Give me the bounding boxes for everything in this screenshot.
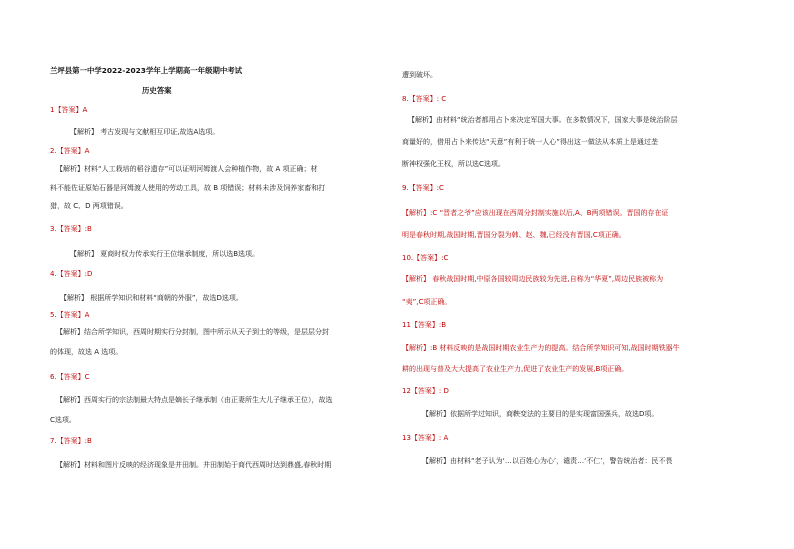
answer-line: 6.【答案】C [50,373,90,381]
explanation-continuation: 遭到破坏。 [402,71,437,79]
explanation-continuation: 明是春秋时期,战国时期,晋国分裂为韩、赵、魏,已经没有晋国,C项正确。 [402,231,626,239]
explanation-continuation: 耕的出现与普及大大提高了农业生产力,促进了农业生产的发展,B项正确。 [402,365,629,373]
explanation-line: 【解析】:C “晋者之爷”应该出现在西周分封制实施以后,A、B两项错误。晋国的存在证 [402,209,669,217]
answer-line: 7.【答案】:B [50,437,92,445]
explanation-continuation: C选项。 [50,416,76,424]
answer-line: 9.【答案】:C [402,184,444,192]
explanation-line: 【解析】:B 材料反映的是战国时期农业生产力的提高。结合所学知识可知,战国时期铁器牛 [402,344,680,352]
explanation-continuation: 猎，故 C、D 两项错误。 [50,202,128,210]
explanation-line: 【解析】 考古发现与文献相互印证,故选A选项。 [70,128,220,136]
explanation-line: 【解析】 根据所学知识和材料“商朝的外服”，故选D选项。 [60,294,243,302]
explanation-line: 【解析】由材料“老子认为‘…以百姓心为心’，谴责…‘不仁’，警告统治者：民不畏 [422,457,673,465]
explanation-line: 【解析】由材料“统治者都用占卜来决定军国大事。在多数情况下，国家大事是统治阶层 [408,116,678,124]
answer-line: 8.【答案】: C [402,95,447,103]
document-title: 兰坪县第一中学2022-2023学年上学期高一年级期中考试 [50,66,243,75]
answer-line: 11【答案】:B [402,321,447,329]
answer-line: 12【答案】: D [402,387,449,395]
document-subtitle: 历史答案 [142,86,172,95]
explanation-continuation: 商量好的，借用占卜来传达“天意”有利于统一人心”得出这一做法从本质上是通过垄 [402,138,658,146]
explanation-line: 【解析】材料和图片反映的经济现象是井田制。井田制始于商代西周时达到鼎盛,春秋时期 [56,461,332,469]
explanation-line: 【解析】 春秋战国时期,中原各国较周边民族较为先进,自称为“华夏”,周边民族被称为 [402,275,664,283]
explanation-line: 【解析】西周实行的宗法制最大特点是嫡长子继承制（由正妻所生大儿子继承王位），故选 [56,396,333,404]
answer-line: 4.【答案】:D [50,270,93,278]
explanation-continuation: “夷”,C项正确。 [402,298,452,306]
explanation-line: 【解析】结合所学知识，西周时期实行分封制，图中所示从天子到士的等级，是层层分封 [56,328,329,336]
explanation-line: 【解析】材料“人工栽培的稻谷遗存”可以证明河姆渡人会种植作物，故 A 项正确；材 [56,165,318,173]
explanation-line: 【解析】依据所学过知识，商鞅变法的主要目的是实现富国强兵，故选D项。 [422,410,659,418]
explanation-continuation: 的体现，故选 A 选项。 [50,348,123,356]
explanation-line: 【解析】 夏商时权力传承实行王位继承制度，所以选B选项。 [70,250,260,258]
answer-line: 2.【答案】A [50,147,90,155]
answer-line: 13【答案】: A [402,434,449,442]
explanation-continuation: 料不能佐证原始石器是河姆渡人使用的劳动工具，故 B 项错误；材料未涉及饲养家畜和打 [50,184,326,192]
answer-line: 1【答案】A [50,106,88,114]
answer-line: 3.【答案】:B [50,225,92,233]
explanation-continuation: 断神权强化王权，所以选C选项。 [402,160,505,168]
answer-line: 5.【答案】A [50,311,90,319]
answer-line: 10.【答案】:C [402,254,449,262]
